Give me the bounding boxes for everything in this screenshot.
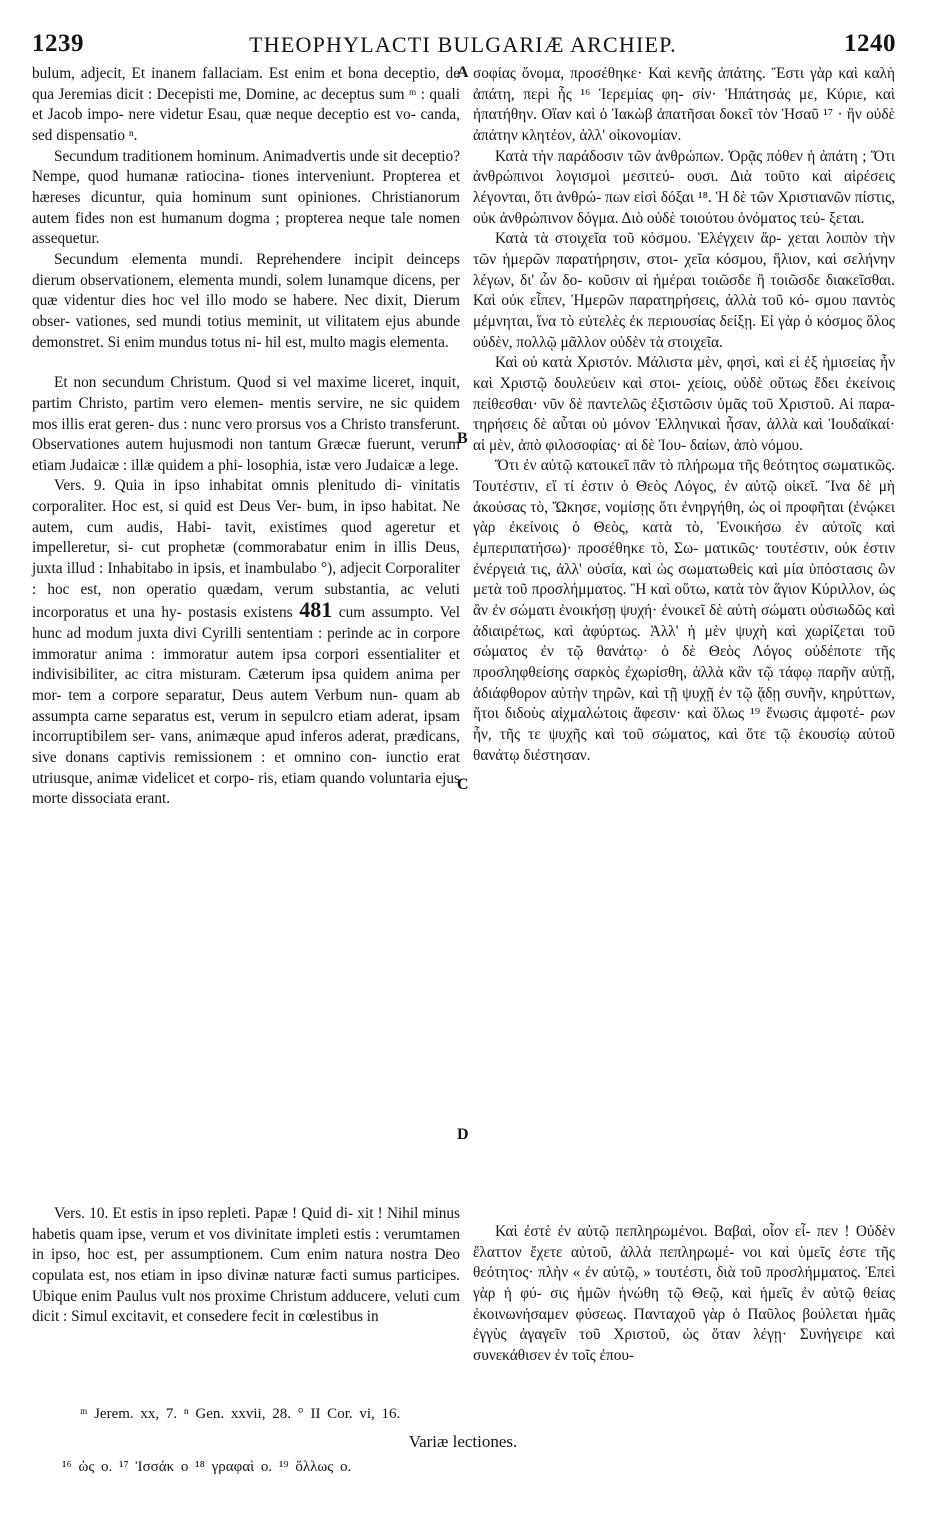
latin-text: cum assumpto. Vel hunc ad modum juxta divi Cyrilli sententiam : perinde ac in corpore immoratur anima : immoratur autem ipsa corpori essentialiter et indivisibiliter, ac citra misturam. Cæterum ipsa quidem anima per mor- tem a corpore separatur, Deus autem Verbum nun- quam ab assumpta carne separatus est, verum in sepulcro etiam aderat, ipsam incorruptibilem ser- vans, animæque apud inferos aderat, prædicans, sive donans captivis remissionem : et omnino con- iunctio erat utriusque, animæ videlicet et corpo- ris, etiam quando voluntaria ejus morte dissociata erant. (32, 604, 461, 808)
footnotes: ᵐ Jerem. xx, 7. ⁿ Gen. xxvii, 28. ° II Cor. vi, 16. (80, 1406, 401, 1422)
margin-marker-a: A (457, 64, 469, 81)
margin-marker-b: B (457, 430, 468, 447)
greek-paragraph: Κατὰ τὰ στοιχεῖα τοῦ κόσμου. Ἐλέγχειν ἄρ- χεται λοιπὸν τὴν τῶν ἡμερῶν παρατήρησιν, στοι- χεῖα κόσμου, ἥλιον, καὶ σελήνην λέγων, δι' ὧν δο- κοῦσιν αἱ ἡμέραι τοιῶσδε ἢ τοιῶσδε διακεῖσθαι. Καὶ οὐκ εἶπεν, Ἡμερῶν παρατηρήσεις, ἀλλὰ τοῦ κό- σμου παντὸς μέμνηται, ἵνα τὸ εὐτελὲς ἐκ περιουσίας δείξῃ. Εἰ γὰρ ὁ κόσμος ὅλος οὐδὲν, πολλῷ μᾶλλον οὐδὲν τὰ στοιχεῖα. (473, 230, 895, 351)
greek-paragraph: Ὅτι ἐν αὐτῷ κατοικεῖ πᾶν τὸ πλήρωμα τῆς θεότητος σωματικῶς. Τουτέστιν, εἴ τί ἐστιν ὁ Θεὸς Λόγος, ἐν αὐτῷ οἰκεῖ. Ἵνα δὲ μὴ ἀκούσας τὸ, Ὤκησε, νομίσῃς ὅτι ἐνηργήθη, ὡς οἱ προφῆται (ἐνῴκει γὰρ ἐκείνοις ὁ Θεὸς, κατὰ τὸ, Ἐνοικήσω ἐν αὐτοῖς καὶ ἐμπεριπατήσω)· προσέθηκε τὸ, Σω- ματικῶς· τουτέστιν, οὐκ ἐστιν ἐνέργειά τις, ἀλλ' οὐσία, καὶ ὡς σωματωθεὶς καὶ μία ὑπόστασις ὢν μετὰ τοῦ προσλήμματος. Ἢ καὶ οὕτω, κατὰ τὸν ἅγιον Κύριλλον, ὡς ἂν ἐν σώματι ἐνοικήσῃ ψυχή· ἐνοικεῖ δὲ αὐτὴ σώματι οὐσιωδῶς καὶ ἀδιαιρέτως, καὶ ἀφύρτως. Ἀλλ' ἡ μὲν ψυχὴ καὶ χωρίζεται τοῦ σώματος ἐν τῷ θανάτῳ· ὁ δὲ Θεὸς Λόγος οὐδέποτε τῆς προσληφθείσης σαρκὸς ἐχωρίσθη, ἀλλὰ κἂν τῷ τάφῳ παρῆν αὐτῇ, ἀδιάφθορον αὐτὴν τηρῶν, καὶ τῇ ψυχῇ ἐν τῷ ᾅδῃ συνῆν, κηρύττων, ἤτοι διδοὺς αἰχμαλώτοις ἄφεσιν· καὶ ὅλως ¹⁹ ἕνωσις ἀμφοτέ- ρων ἦν, τῆς τε ψυχῆς καὶ τοῦ σώματος, καὶ ὅτε τῷ ἑκουσίῳ αὐτοῦ θανάτῳ διέστησαν. (473, 457, 895, 764)
variae-lectiones-list: ¹⁶ ὡς ο. ¹⁷ Ἰσσάκ ο ¹⁸ γραφαὶ ο. ¹⁹ ὅλλως ο. (62, 1459, 352, 1475)
latin-paragraph: Vers. 10. Et estis in ipso repleti. Papæ ! Quid di- xit ! Nihil minus habetis quam ipse, verum et vos divinitate impleti estis : verumtamen in ipso, hoc est, per assumptionem. Cum enim natura nostra Deo copulata est, nos etiam in ipso divinæ naturæ facti sumus participes. Ubique enim Paulus vult nos proxime Christum adducere, veluti cum dicit : Simul excitavit, et consedere fecit in cœlestibus in (32, 1205, 460, 1326)
greek-paragraph: Καὶ οὐ κατὰ Χριστόν. Μάλιστα μὲν, φησὶ, καὶ εἰ ἐξ ἡμισείας ἦν καὶ Χριστῷ δουλεύειν καὶ στοι- χείοις, οὐδὲ οὕτως ἔδει ἐκείνοις πείθεσθαι· νῦν δὲ παντελῶς ἐξιστῶσιν ὑμᾶς τοῦ Χριστοῦ. Αἱ παρα- τηρήσεις δὲ αὗται οὐ μόνον Ἑλληνικαὶ ἦσαν, ἀλλὰ καὶ Ἰουδαϊκαί· αἱ μὲν, ἀπὸ φιλοσοφίας· αἱ δὲ Ἰου- δαίων, ἀπὸ νόμου. (473, 354, 895, 454)
latin-paragraph: Et non secundum Christum. Quod si vel maxime liceret, inquit, partim Christo, partim vero elemen- mentis servire, ne sic quidem mos illis erat geren- dus : nunc vero prorsus vos a Christo transferunt. Observationes autem hujusmodi non tantum Græcæ fuerunt, verum etiam Judaicæ : illæ quidem a phi- losophia, istæ vero Judaicæ a lege. (32, 374, 460, 474)
spacer (32, 353, 460, 373)
latin-paragraph (32, 476, 460, 810)
page-header (30, 30, 896, 62)
greek-paragraph: σοφίας ὄνομα, προσέθηκε· Καὶ κενῆς ἀπάτης. Ἔστι γὰρ καὶ καλὴ ἀπάτη, περὶ ἧς ¹⁶ Ἱερεμίας φη- σίν· Ἠπάτησάς με, Κύριε, καὶ ἠπατήθην. Οἵαν καὶ ὁ Ἰακὼβ ἀπατῆσαι δοκεῖ τὸν Ἡσαῦ ¹⁷ · ἣν οὐδὲ ἀπάτην κλητέον, ἀλλ' οἰκονομίαν. (473, 65, 895, 144)
greek-paragraph: Καὶ ἐστὲ ἐν αὐτῷ πεπληρωμένοι. Βαβαὶ, οἷον εἶ- πεν ! Οὐδὲν ἔλαττον ἔχετε αὐτοῦ, ἀλλὰ πεπληρωμέ- νοι καὶ ὑμεῖς ἐστε τῆς θεότητος· πλὴν « ἐν αὐτῷ, » τουτέστι, διὰ τοῦ προσλήμματος. Ἐπεὶ γὰρ ἡ φύ- σις ἡμῶν ἡνώθη τῷ Θεῷ, καὶ ἡμεῖς ἐν αὐτῷ θείας ἐκοινωνήσαμεν φύσεως. Πανταχοῦ γὰρ ὁ Παῦλος βούλεται ἡμᾶς ἐγγὺς ἀγαγεῖν τοῦ Χριστοῦ, ὡς ὅταν λέγῃ· Συνήγειρε καὶ συνεκάθισεν ἐν τοῖς ἐπου- (473, 1223, 895, 1364)
greek-column-top (473, 64, 895, 766)
latin-column-bottom (32, 1204, 460, 1328)
margin-marker-c: C (457, 776, 469, 793)
greek-column-bottom (473, 1222, 895, 1367)
greek-paragraph: Κατὰ τὴν παράδοσιν τῶν ἀνθρώπων. Ὁρᾷς πόθεν ἡ ἀπάτη ; Ὅτι ἀνθρώπινοι λογισμοὶ μεσιτεύ- ουσι. Διὰ τοῦτο καὶ αἱρέσεις λέγονται, ὅτι ἀνθρώ- πων εἰσὶ δόξαι ¹⁸. Ἡ δὲ τῶν Χριστιανῶν πίστις, οὐκ ἀνθρώπινον δόγμα. Διὸ οὐδὲ τοιούτου ὀνόματος τεύ- ξεται. (473, 147, 895, 227)
margin-marker-d: D (457, 1126, 469, 1143)
column-number-label: 481 (299, 597, 333, 623)
latin-paragraph: bulum, adjecit, Et inanem fallaciam. Est enim et bona deceptio, de qua Jeremias dicit : Decepisti me, Domine, ac deceptus sum ᵐ : quali et Jacob impo- nere videtur Esau, quæ neque deceptio est vo- canda, sed dispensatio ⁿ. (32, 65, 460, 144)
page-number-left: 1239 (32, 30, 84, 57)
running-title: THEOPHYLACTI BULGARIÆ ARCHIEP. (249, 32, 677, 57)
latin-text: Vers. 9. Quia in ipso inhabitat omnis plenitudo di- vinitatis corporaliter. Hoc est, si quid est Deus Ver- bum, in ipso habitat. Ne autem, cum audis, Habi- tavit, existimes quod ageretur et impelleretur, si- cut prophetæ (commorabatur enim in illis Deus, juxta illud : Inhabitabo in ipsis, et inambulabo °), adjecit Corporaliter : hoc est, non operatio quædam, verum substantia, ac veluti incorporatus et una hy- postasis existens (32, 477, 460, 622)
variae-lectiones-title: Variæ lectiones. (408, 1432, 518, 1451)
page-number-right: 1240 (844, 30, 896, 57)
latin-paragraph: Secundum elementa mundi. Reprehendere incipit deinceps dierum observationem, elementa mundi, solem lunamque dicens, per quæ videntur dies hoc vel illo modo se habere. Nec dixit, Dierum obser- vationes, sed mundi totius meminit, ut vilitatem ejus abunde demonstret. Si enim mundus totus ni- hil est, multo magis elementa. (32, 250, 460, 351)
latin-column-top (32, 64, 460, 810)
latin-paragraph: Secundum traditionem hominum. Animadvertis unde sit deceptio? Nempe, quod humanæ ratiocina- tiones interveniunt. Propterea et hæreses dicuntur, quia hominum sunt opiniones. Christianorum autem fides non est humanum dogma ; propterea neque tale nomen assequetur. (32, 147, 460, 248)
